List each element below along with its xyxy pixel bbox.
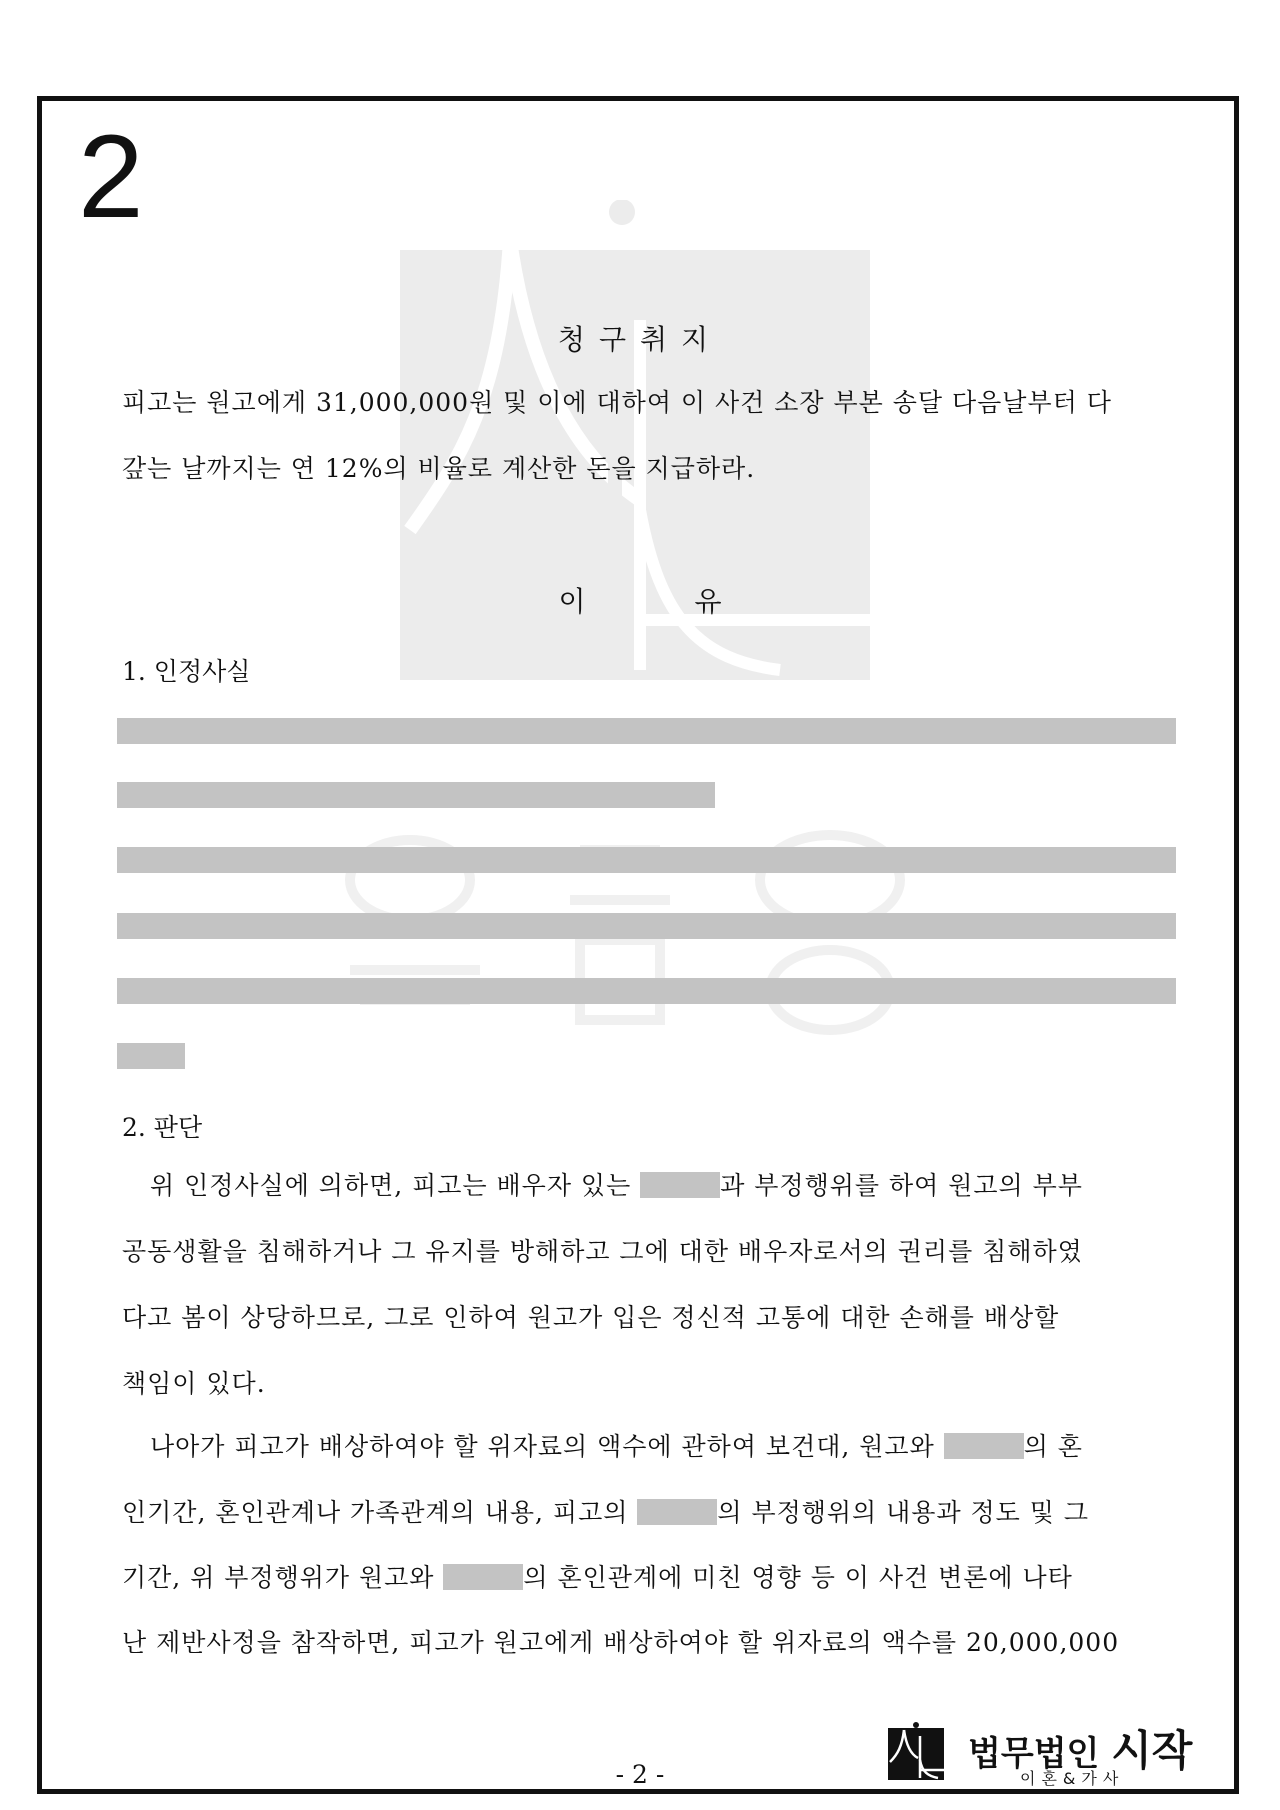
amount-line-3	[122, 1545, 1162, 1611]
firm-logo	[888, 1718, 1193, 1790]
claim-line-1: 피고는 원고에게 31,000,000원 및 이에 대하여 이 사건 소장 부본 송달 다음날부터 다	[122, 388, 1112, 417]
text-fragment: 기간, 위 부정행위가 원고와	[122, 1563, 435, 1592]
amount-line-2	[122, 1480, 1162, 1546]
firm-name-main: 시작	[1111, 1726, 1193, 1775]
amount-line-1	[122, 1414, 1162, 1480]
redacted-block	[117, 913, 1176, 939]
redacted-name	[944, 1433, 1024, 1459]
firm-subtitle: 이혼&가사	[1020, 1769, 1125, 1788]
judgment-line-2: 공동생활을 침해하거나 그 유지를 방해하고 그에 대한 배우자로서의 권리를 침해하였	[122, 1237, 1083, 1266]
text-fragment: 과 부정행위를 하여 원고의 부부	[720, 1171, 1083, 1200]
amount-line-4: 난 제반사정을 참작하면, 피고가 원고에게 배상하여야 할 위자료의 액수를 20,000,000	[122, 1628, 1120, 1657]
judgment-line-1	[122, 1153, 1162, 1219]
page-number-large: 2	[78, 111, 144, 243]
redacted-block	[117, 1043, 185, 1069]
redacted-block	[117, 718, 1176, 744]
footer-page-number: - 2 -	[615, 1760, 665, 1789]
text-fragment: 의 혼	[1023, 1432, 1083, 1461]
text-fragment: 나아가 피고가 배상하여야 할 위자료의 액수에 관하여 보건대, 원고와	[150, 1432, 935, 1461]
redacted-name	[640, 1172, 720, 1198]
claim-heading: 청구취지	[557, 323, 723, 356]
text-fragment: 인기간, 혼인관계나 가족관계의 내용, 피고의	[122, 1498, 629, 1527]
section-2-title: 2. 판단	[122, 1113, 203, 1142]
redacted-block	[117, 782, 715, 808]
firm-emblem-icon	[888, 1722, 948, 1784]
reason-heading: 이 유	[558, 585, 722, 618]
judgment-line-4: 책임이 있다.	[122, 1369, 266, 1398]
section-1-title: 1. 인정사실	[122, 657, 251, 686]
claim-line-2: 갚는 날까지는 연 12%의 비율로 계산한 돈을 지급하라.	[122, 454, 756, 483]
text-fragment: 의 부정행위의 내용과 정도 및 그	[717, 1498, 1090, 1527]
text-fragment: 위 인정사실에 의하면, 피고는 배우자 있는	[150, 1171, 632, 1200]
redacted-block	[117, 978, 1176, 1004]
redacted-name	[443, 1564, 523, 1590]
judgment-line-3: 다고 봄이 상당하므로, 그로 인하여 원고가 입은 정신적 고통에 대한 손해를 배상할	[122, 1303, 1060, 1332]
firm-name-prefix: 법무법인	[968, 1734, 1100, 1774]
redacted-name	[637, 1499, 717, 1525]
text-fragment: 의 혼인관계에 미친 영향 등 이 사건 변론에 나타	[523, 1563, 1073, 1592]
redacted-block	[117, 847, 1176, 873]
